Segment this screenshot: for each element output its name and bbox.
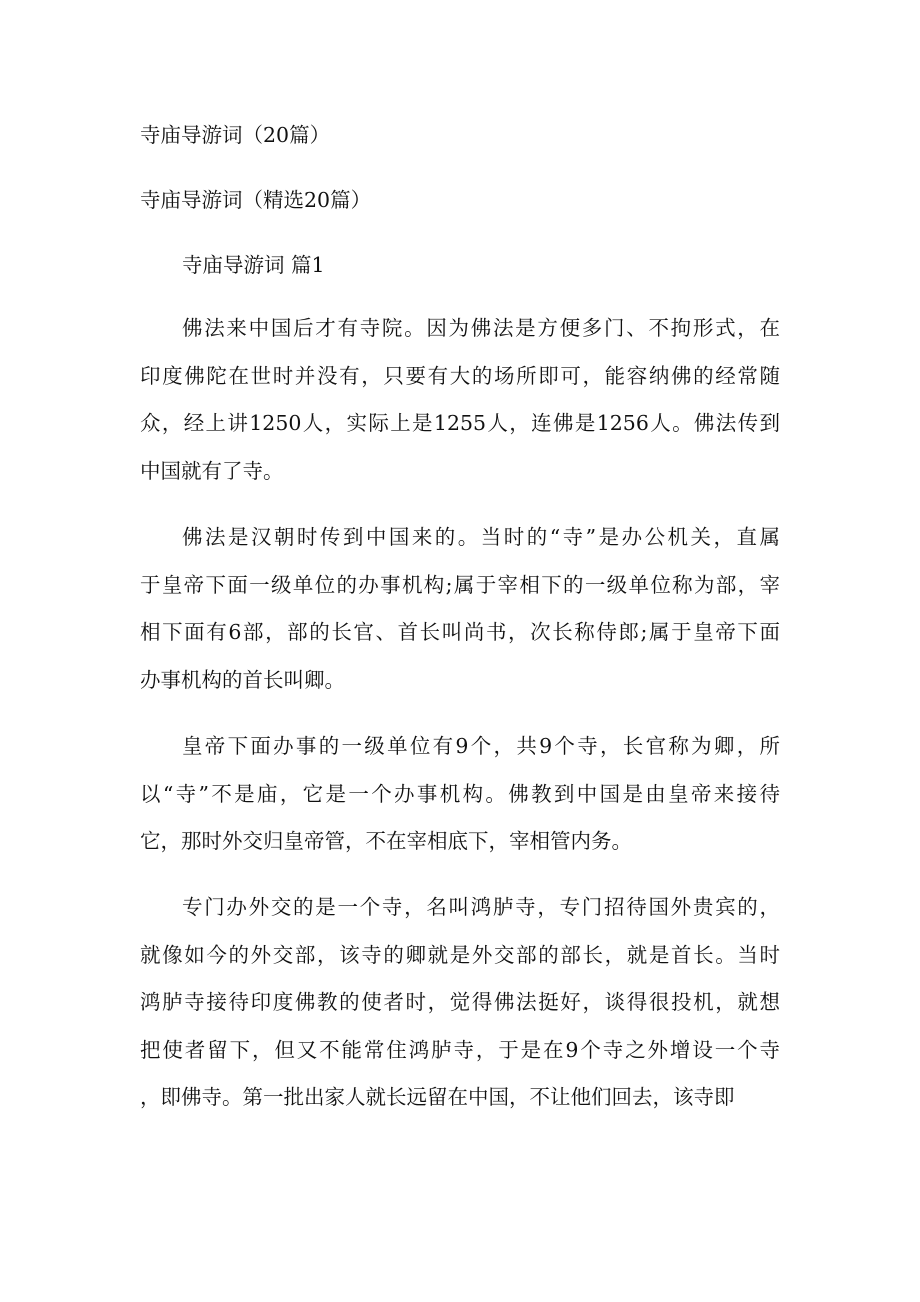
paragraph-line: 办事机构的首长叫卿。 <box>140 667 345 692</box>
section-heading: 寺庙导游词 篇1 <box>182 253 325 277</box>
paragraph-line: 鸿胪寺接待印度佛教的使者时，觉得佛法挺好，谈得很投机，就想 <box>140 990 780 1014</box>
paragraph-line: 佛法是汉朝时传到中国来的。当时的“寺”是办公机关，直属 <box>182 525 780 549</box>
paragraph-line: ，即佛寺。第一批出家人就长远留在中国，不让他们回去，该寺即 <box>140 1085 735 1109</box>
paragraph-line: 相下面有6部，部的长官、首长叫尚书，次长称侍郎;属于皇帝下面 <box>140 620 780 644</box>
paragraph-line: 以“寺”不是庙，它是一个办事机构。佛教到中国是由皇帝来接待 <box>140 781 780 806</box>
paragraph-line: 佛法来中国后才有寺院。因为佛法是方便多门、不拘形式，在 <box>182 316 780 340</box>
paragraph-line: 就像如今的外交部，该寺的卿就是外交部的部长，就是首长。当时 <box>140 942 780 967</box>
paragraph-line: 把使者留下，但又不能常住鸿胪寺，于是在9个寺之外增设一个寺 <box>140 1037 780 1062</box>
document-subtitle: 寺庙导游词（精选20篇） <box>140 188 372 212</box>
paragraph-line: 专门办外交的是一个寺，名叫鸿胪寺，专门招待国外贵宾的， <box>182 895 780 919</box>
paragraph-line: 皇帝下面办事的一级单位有9个，共9个寺，长官称为卿，所 <box>182 734 780 758</box>
paragraph-line: 于皇帝下面一级单位的办事机构;属于宰相下的一级单位称为部，宰 <box>140 572 780 597</box>
paragraph-line: 印度佛陀在世时并没有，只要有大的场所即可，能容纳佛的经常随 <box>140 363 780 388</box>
paragraph-line: 众，经上讲1250人，实际上是1255人，连佛是1256人。佛法传到 <box>140 411 780 435</box>
paragraph-line: 中国就有了寺。 <box>140 458 284 483</box>
paragraph-line: 它，那时外交归皇帝管，不在宰相底下，宰相管内务。 <box>140 829 632 853</box>
document-title: 寺庙导游词（20篇） <box>140 123 331 147</box>
